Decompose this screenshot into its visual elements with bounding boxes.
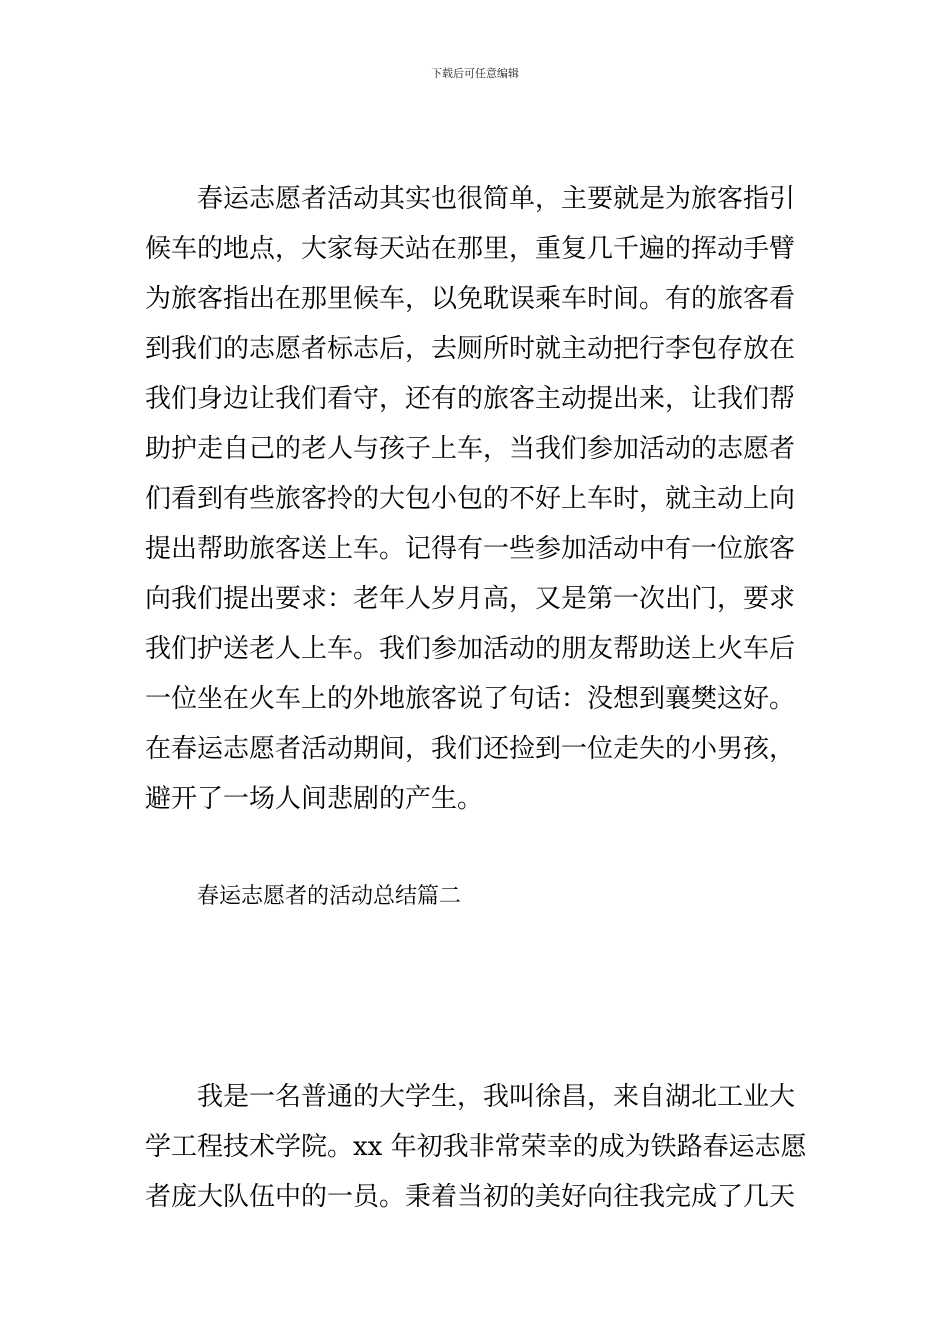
section-heading: 春运志愿者的活动总结篇二 [197,884,462,909]
paragraph-line: 到我们的志愿者标志后，去厕所时就主动把行李包存放在 [145,334,796,364]
paragraph-line: 提出帮助旅客送上车。记得有一些参加活动中有一位旅客 [145,534,796,564]
paragraph-line: 者庞大队伍中的一员。秉着当初的美好向往我完成了几天 [145,1182,796,1212]
paragraph-line: 在春运志愿者活动期间，我们还捡到一位走失的小男孩， [145,734,796,764]
paragraph-line: 助护走自己的老人与孩子上车，当我们参加活动的志愿者 [145,434,796,464]
paragraph-line: 我们护送老人上车。我们参加活动的朋友帮助送上火车后 [145,634,796,664]
paragraph-line: 我是一名普通的大学生，我叫徐昌，来自湖北工业大 [145,1082,796,1112]
page-header-note: 下载后可任意编辑 [431,67,519,80]
paragraph-line: 候车的地点，大家每天站在那里，重复几千遍的挥动手臂 [145,234,796,264]
paragraph-line: 向我们提出要求：老年人岁月高，又是第一次出门，要求 [145,584,796,614]
paragraph-line: 春运志愿者活动其实也很简单，主要就是为旅客指引 [145,184,796,214]
paragraph-line: 一位坐在火车上的外地旅客说了句话：没想到襄樊这好。 [145,684,796,714]
paragraph-line: 们看到有些旅客拎的大包小包的不好上车时，就主动上向 [145,484,796,514]
paragraph-line: 避开了一场人间悲剧的产生。 [145,784,484,814]
paragraph-line: 学工程技术学院。xx 年初我非常荣幸的成为铁路春运志愿 [145,1132,807,1162]
paragraph-line: 为旅客指出在那里候车，以免耽误乘车时间。有的旅客看 [145,284,796,314]
paragraph-line: 我们身边让我们看守，还有的旅客主动提出来，让我们帮 [145,384,796,414]
